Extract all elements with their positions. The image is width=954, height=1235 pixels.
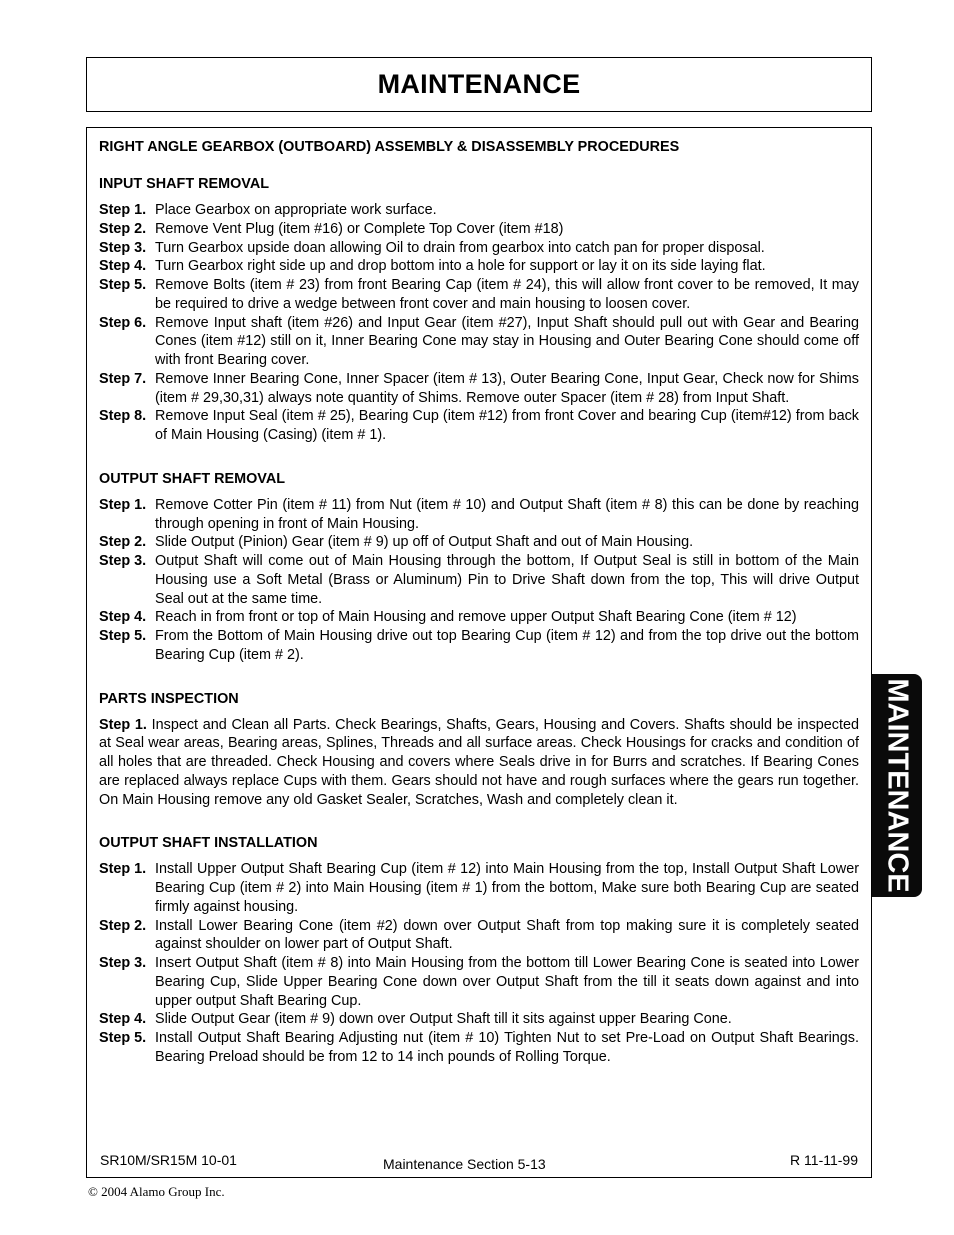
step-text: Place Gearbox on appropriate work surface. [155,202,437,218]
content-box [86,127,872,1178]
step-text: Inspect and Clean all Parts. Check Bearings, Shafts, Gears, Housing and Covers. Shafts should be inspected at Seal wear areas, Bearing areas, Splines, Threads and all surface areas. Check Housings for cracks and condition of all holes that are threaded. Check Housing and covers where Seals drive in for Burrs and scratches. If Bearing Cones are replaced always replace Cups with them. Gears should not have and rough surfaces where the gears run together. On Main Housing remove any old Gasket Sealer, Scratches, Wash and completely clean it. [99,716,860,808]
step-label: Step 3. [99,239,147,256]
step-item [99,276,859,314]
side-tab-maintenance [872,674,922,897]
step-text: From the Bottom of Main Housing drive out top Bearing Cup (item # 12) and from the top drive out the bottom Bearing Cup (item # 2). [155,628,859,663]
step-label: Step 4. [99,258,147,275]
step-text: Insert Output Shaft (item # 8) into Main Housing from the bottom till Lower Bearing Cone is seated into Lower Bearing Cup, Slide Upper Bearing Cone down over Output Shaft from the till it seats down against and into upper output Shaft Bearing Cup. [155,955,859,1009]
step-text: Install Output Shaft Bearing Adjusting nut (item # 10) Tighten Nut to set Pre-Load on Output Shaft Bearings. Bearing Preload should be from 12 to 14 inch pounds of Rolling Torque. [155,1030,859,1065]
step-item [99,533,859,552]
step-label: Step 5. [99,628,147,644]
step-item [99,257,859,276]
step-text: Remove Input shaft (item #26) and Input Gear (item #27), Input Shaft should pull out with Gear and Bearing Cones (item #12) still on it, Inner Bearing Cone may stay in Housing and Outer Bearing Cone should come off with front Bearing cover. [155,314,859,368]
step-label: Step 2. [99,917,147,934]
step-text: Install Upper Output Shaft Bearing Cup (item # 12) into Main Housing from the top, Install Output Shaft Lower Bearing Cup (item # 2) into Main Housing (item # 1) from the bottom, Make sure both Bearing Cup are seated firmly against housing. [155,861,859,915]
step-label: Step 6. [99,314,147,331]
step-label: Step 4. [99,609,147,626]
step-text: Reach in from front or top of Main Housing and remove upper Output Shaft Bearing Cone (item # 12) [155,609,797,626]
step-item [99,239,859,258]
step-text: Turn Gearbox upside doan allowing Oil to drain from gearbox into catch pan for proper disposal. [155,239,765,256]
step-label: Step 2. [99,534,147,551]
step-label: Step 1. [99,496,147,513]
step-text: Remove Inner Bearing Cone, Inner Spacer (item # 13), Outer Bearing Cone, Input Gear, Check now for Shims (item # 29,30,31) always note quantity of Shims. Remove outer Spacer (item # 28) from Input Shaft. [155,370,859,406]
step-item [99,370,859,408]
side-tab-label: MAINTENANCE [881,678,914,893]
step-item [99,860,859,916]
main-title: RIGHT ANGLE GEARBOX (OUTBOARD) ASSEMBLY & DISASSEMBLY PROCEDURES [99,139,680,155]
step-label: Step 2. [99,220,147,237]
step-text: Turn Gearbox right side up and drop bottom into a hole for support or lay it on its side laying flat. [155,258,766,275]
footer-section: Maintenance Section 5-13 [383,1156,546,1172]
footer-model: SR10M/SR15M 10-01 [100,1152,237,1168]
step-label: Step 1. [99,716,147,733]
footer-revision: R 11-11-99 [790,1152,858,1168]
step-item [99,552,859,608]
step-text: Slide Output (Pinion) Gear (item # 9) up off of Output Shaft and out of Main Housing. [155,534,694,551]
step-item [99,954,859,1010]
step-item [99,407,859,445]
section-heading-output-shaft-installation: OUTPUT SHAFT INSTALLATION [99,835,318,852]
step-item [99,917,859,955]
step-item [99,220,859,239]
step-item [99,1010,859,1029]
section-heading-parts-inspection: PARTS INSPECTION [99,690,239,707]
page-header [86,57,872,112]
step-item [99,314,859,370]
step-text: Slide Output Gear (item # 9) down over Output Shaft till it sits against upper Bearing Cone. [155,1011,732,1028]
copyright-notice: © 2004 Alamo Group Inc. [88,1184,225,1199]
step-text: Remove Cotter Pin (item # 11) from Nut (item # 10) and Output Shaft (item # 8) this can be done by reaching through opening in front of Main Housing. [155,496,859,532]
parts-inspection-paragraph [99,716,859,810]
step-text: Output Shaft will come out of Main Housing through the bottom, If Output Seal is still in bottom of the Main Housing use a Soft Metal (Brass or Aluminum) Pin to Drive Shaft down from the top, This will drive Output Seal out at the same time. [155,553,859,607]
step-label: Step 1. [99,861,147,878]
step-item [99,627,859,665]
step-label: Step 1. [99,202,147,218]
step-label: Step 5. [99,1030,147,1046]
step-label: Step 4. [99,1011,147,1028]
step-item [99,496,859,534]
input-removal-steps [99,201,859,445]
step-label: Step 5. [99,277,147,293]
step-text: Remove Bolts (item # 23) from front Bearing Cap (item # 24), this will allow front cover to be removed, It may be required to drive a wedge between front cover and main housing to loosen cover. [155,277,859,312]
output-removal-steps [99,496,859,665]
section-heading-output-shaft-removal: OUTPUT SHAFT REMOVAL [99,470,286,487]
step-label: Step 8. [99,408,147,425]
content-body [99,138,859,1067]
step-item [99,201,859,220]
step-item [99,608,859,627]
step-item [99,1029,859,1067]
step-text: Install Lower Bearing Cone (item #2) down over Output Shaft from top making sure it is completely seated against shoulder on lower part of Output Shaft. [155,917,859,953]
step-text: Remove Input Seal (item # 25), Bearing Cup (item #12) from front Cover and bearing Cup (item#12) from back of Main Housing (Casing) (item # 1). [155,408,859,443]
header-title: MAINTENANCE [377,69,581,99]
output-install-steps [99,860,859,1066]
step-label: Step 3. [99,553,147,569]
step-label: Step 7. [99,370,147,387]
step-label: Step 3. [99,955,147,971]
step-text: Remove Vent Plug (item #16) or Complete Top Cover (item #18) [155,220,564,237]
section-heading-input-shaft-removal: INPUT SHAFT REMOVAL [99,176,270,192]
